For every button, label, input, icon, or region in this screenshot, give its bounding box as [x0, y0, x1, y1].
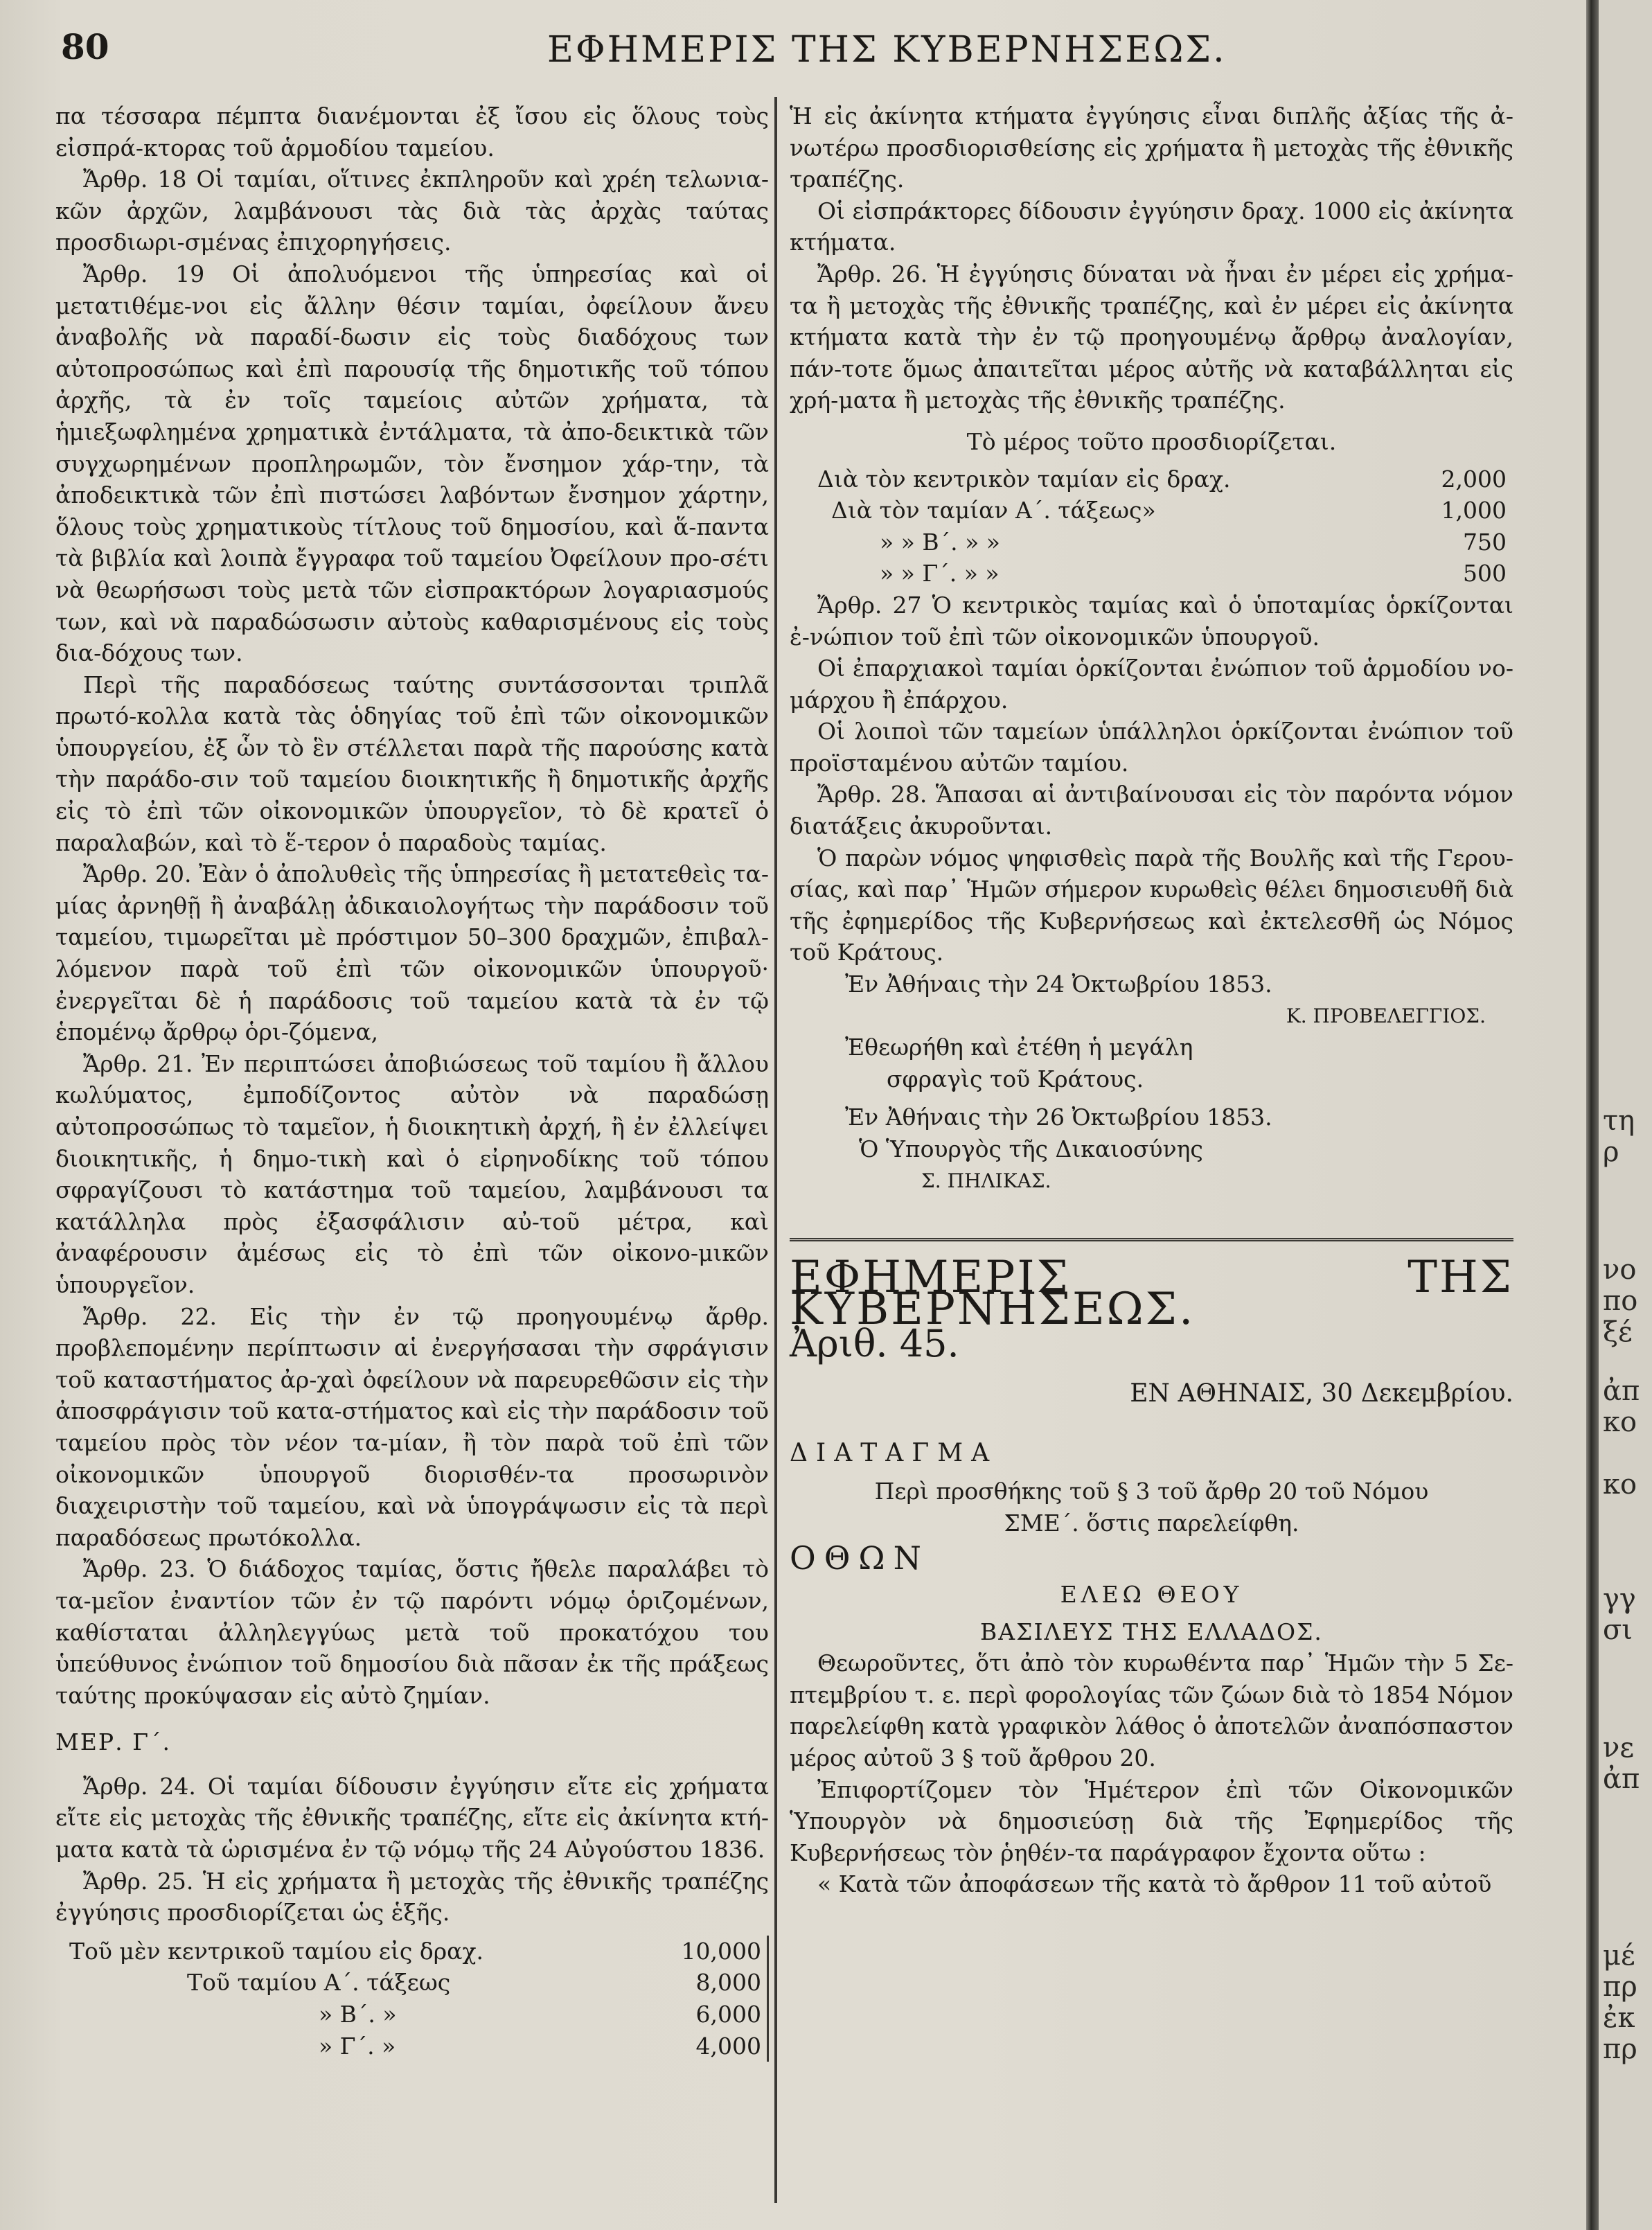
paragraph: « Κατὰ τῶν ἀποφάσεων τῆς κατὰ τὸ ἄρθρον 11 τοῦ αὐτοῦ — [817, 1870, 1492, 1898]
section-heading: ΜΕΡ. Γ΄. — [55, 1728, 171, 1756]
paragraph: Οἱ εἰσπράκτορες δίδουσιν ἐγγύησιν δραχ. 1000 εἰς ἀκίνητα κτήματα. — [790, 197, 1513, 256]
next-page-edge — [1599, 0, 1652, 2230]
deposit-value: 8,000 — [696, 1967, 769, 1999]
amount-label: Διὰ τὸν ταμίαν Α΄. τάξεως» — [831, 497, 1156, 524]
next-page-fragment: κο — [1603, 1406, 1637, 1438]
book-gutter — [1586, 0, 1599, 2230]
amount-value: 2,000 — [1441, 465, 1507, 493]
decree-heading: ΔΙΑΤΑΓΜΑ — [790, 1438, 998, 1467]
article-24: Ἄρθρ. 24. Οἱ ταμίαι δίδουσιν ἐγγύησιν εἴτε εἰς χρήματα εἴτε εἰς μετοχὰς τῆς ἐθνικῆς τραπέζης, εἴτε εἰς ἀκίνητα κτή-ματα κατὰ τὰ ὡρισμένα ἐν τῷ νόμῳ τῆς 24 Αὐγούστου 1836. — [55, 1772, 769, 1864]
signature: Σ. ΠΗΛΙΚΑΣ. — [921, 1169, 1051, 1192]
paragraph: Οἱ λοιποὶ τῶν ταμείων ὑπάλληλοι ὁρκίζονται ἐνώπιον τοῦ προϊσταμένου αὐτῶν ταμίου. — [790, 718, 1513, 777]
amount-row — [790, 526, 1513, 558]
next-page-fragment: πρ — [1603, 2033, 1637, 2065]
gazette-title: ΕΦΗΜΕΡΙΣ ΤΗΣ ΚΥΒΕΡΝΗΣΕΩΣ. — [790, 1252, 1513, 1335]
running-title: ΕΦΗΜΕΡΙΣ ΤΗΣ ΚΥΒΕΡΝΗΣΕΩΣ. — [547, 29, 1227, 71]
next-page-fragment: σι — [1603, 1614, 1633, 1646]
seal-note: Ἐθεωρήθη καὶ ἐτέθη ἡ μεγάλη — [845, 1034, 1193, 1061]
next-page-fragment: ρ — [1603, 1136, 1619, 1168]
issue-number: Ἀριθ. 45. — [790, 1322, 959, 1366]
left-column — [55, 100, 769, 2062]
next-page-fragment: κο — [1603, 1469, 1637, 1501]
amount-value: 500 — [1463, 560, 1507, 587]
article-25: Ἄρθρ. 25. Ἡ εἰς χρήματα ἢ μετοχὰς τῆς ἐθνικῆς τραπέζης ἐγγύησις προσδιορίζεται ὡς ἑξῆς. — [55, 1867, 769, 1927]
right-column — [790, 100, 1513, 1900]
section-rule — [790, 1238, 1513, 1241]
next-page-fragment: ἐκ — [1603, 2002, 1635, 2034]
deposit-label: Τοῦ ταμίου Α΄. τάξεως — [187, 1969, 451, 1997]
paragraph: πα τέσσαρα πέμπτα διανέμονται ἐξ ἴσου εἰς ὅλους τοὺς εἰσπρά-κτορας τοῦ ἁρμοδίου ταμείου. — [55, 103, 769, 161]
date-line: Ἐν Ἀθήναις τὴν 24 Ὀκτωβρίου 1853. — [845, 971, 1272, 998]
next-page-fragment: γγ — [1603, 1583, 1636, 1615]
deposit-label: Τοῦ μὲν κεντρικοῦ ταμίου εἰς δραχ. — [69, 1937, 483, 1965]
paragraph: Ἡ εἰς ἀκίνητα κτήματα ἐγγύησις εἶναι διπλῆς ἀξίας τῆς ἀ-νωτέρω προσδιορισθείσης εἰς χρήματα ἢ μετοχὰς τῆς ἐθνικῆς τραπέζης. — [790, 103, 1513, 193]
minister-title: Ὁ Ὑπουργὸς τῆς Δικαιοσύνης — [859, 1135, 1203, 1162]
deposit-row — [55, 2030, 769, 2062]
amount-value: 1,000 — [1441, 497, 1507, 524]
deposit-row — [55, 1999, 769, 2030]
next-page-fragment: νο — [1603, 1254, 1637, 1286]
column-divider — [774, 97, 777, 2203]
next-page-fragment: πρ — [1603, 1971, 1637, 2003]
paragraph: Οἱ ἐπαρχιακοὶ ταμίαι ὁρκίζονται ἐνώπιον τοῦ ἁρμοδίου νο-μάρχου ἢ ἐπάρχου. — [790, 655, 1513, 714]
decree-subject: ΣΜΕ΄. ὅστις παρελείφθη. — [1004, 1509, 1299, 1537]
article-27: Ἄρθρ. 27 Ὁ κεντρικὸς ταμίας καὶ ὁ ὑποταμίας ὁρκίζονται ἐ-νώπιον τοῦ ἐπὶ τῶν οἰκονομικῶν ὑπουργοῦ. — [790, 591, 1513, 651]
amount-label: » » Γ΄. » » — [880, 560, 1000, 587]
article-22: Ἄρθρ. 22. Εἰς τὴν ἐν τῷ προηγουμένῳ ἄρθρ. προβλεπομένην περίπτωσιν αἱ ἐνεργήσασαι τὴν σφράγισιν τοῦ καταστήματος ἀρ-χαὶ ὀφείλουν νὰ παρευρεθῶσιν εἰς τὴν ἀποσφράγισιν τοῦ κατα-στήματος καὶ εἰς τὴν παράδοσιν τοῦ ταμείου πρὸς τὸν νέον τα-μίαν, ἢ τὸν παρὰ τοῦ ἐπὶ τῶν οἰκονομικῶν ὑπουργοῦ διορισθέν-τα προσωρινὸν διαχειριστὴν τοῦ ταμείου, καὶ νὰ ὑπογράψωσιν εἰς τὰ περὶ παραδόσεως πρωτόκολλα. — [55, 1302, 769, 1551]
decree-subject: Περὶ προσθήκης τοῦ § 3 τοῦ ἄρθρ 20 τοῦ Νόμου — [874, 1478, 1429, 1505]
amount-row — [790, 495, 1513, 526]
next-page-fragment: ἀπ — [1603, 1763, 1640, 1795]
grace-line: ΕΛΕΩ ΘΕΟΥ — [1060, 1580, 1243, 1608]
deposit-row — [55, 1936, 769, 1967]
royal-title: ΒΑΣΙΛΕΥΣ ΤΗΣ ΕΛΛΑΔΟΣ. — [980, 1618, 1323, 1645]
next-page-fragment: νε — [1603, 1732, 1635, 1764]
article-21: Ἄρθρ. 21. Ἐν περιπτώσει ἀποβιώσεως τοῦ ταμίου ἢ ἄλλου κωλύματος, ἐμποδίζοντος αὐτὸν νὰ παραδώσῃ αὐτοπροσώπως τὸ ταμεῖον, ἡ διοικητικὴ ἀρχή, ἢ ἐν ἐλλείψει διοικητικῆς, ἡ δημο-τικὴ καὶ ὁ εἰρηνοδίκης τοῦ τόπου σφραγίζουσι τὸ κατάστημα τοῦ ταμείου, λαμβάνουσι τα κατάλληλα πρὸς ἐξασφάλισιν αὐ-τοῦ μέτρα, καὶ ἀναφέρουσιν ἀμέσως εἰς τὸ ἐπὶ τῶν οἰκονο-μικῶν ὑπουργεῖον. — [55, 1050, 769, 1298]
article-19: Ἄρθρ. 19 Οἱ ἀπολυόμενοι τῆς ὑπηρεσίας καὶ οἱ μετατιθέμε-νοι εἰς ἄλλην θέσιν ταμίαι, ὀφείλουν ἄνευ ἀναβολῆς νὰ παραδί-δωσιν εἰς τοὺς διαδόχους των αὐτοπροσώπως καὶ ἐπὶ παρουσίᾳ τῆς δημοτικῆς τοῦ τόπου ἀρχῆς, τὰ ἐν τοῖς ταμείοις αὐτῶν χρήματα, τὰ ἡμιεξωφλημένα χρηματικὰ ἐντάλματα, τὰ ἀπο-δεικτικὰ τῶν συγχωρημένων προπληρωμῶν, τὸν ἔνσημον χάρ-την, τὰ ἀποδεικτικὰ τῶν ἐπὶ πιστώσει λαβόντων ἔνσημον χάρτην, ὅλους τοὺς χρηματικοὺς τίτλους τοῦ δημοσίου, καὶ ἅ-παντα τὰ βιβλία καὶ λοιπὰ ἔγγραφα τοῦ ταμείου Ὀφείλουν προ-σέτι νὰ θεωρήσωσι τοὺς μετὰ τῶν εἰσπρακτόρων λογαριασμούς των, καὶ νὰ παραδώσωσιν αὐτοὺς καθαρισμένους εἰς τοὺς δια-δόχους των. — [55, 260, 769, 667]
date-line: Ἐν Ἀθήναις τὴν 26 Ὀκτωβρίου 1853. — [845, 1104, 1272, 1131]
deposit-value: 10,000 — [682, 1936, 769, 1967]
deposit-label: » Γ΄. » — [319, 2032, 396, 2060]
paragraph: Ὁ παρὼν νόμος ψηφισθεὶς παρὰ τῆς Βουλῆς καὶ τῆς Γερου-σίας, καὶ παρ᾽ Ἡμῶν σήμερον κυρωθεὶς θέλει δημοσιευθῆ διὰ τῆς ἐφημερίδος τῆς Κυβερνήσεως καὶ ἐκτελεσθῆ ὡς Νόμος τοῦ Κράτους. — [790, 844, 1513, 966]
paragraph: Περὶ τῆς παραδόσεως ταύτης συντάσσονται τριπλᾶ πρωτό-κολλα κατὰ τὰς ὁδηγίας τοῦ ἐπὶ τῶν οἰκονομικῶν ὑπουργείου, ἐξ ὧν τὸ ἓν στέλλεται παρὰ τῆς παρούσης κατὰ τὴν παράδο-σιν τοῦ ταμείου διοικητικῆς ἢ δημοτικῆς ἀρχῆς εἰς τὸ ἐπὶ τῶν οἰκονομικῶν ὑπουργεῖον, τὸ δὲ κρατεῖ ὁ παραλαβών, καὶ τὸ ἕ-τερον ὁ παραδοὺς ταμίας. — [55, 671, 769, 856]
next-page-fragment: μέ — [1603, 1940, 1635, 1972]
paragraph: Τὸ μέρος τοῦτο προσδιορίζεται. — [966, 427, 1337, 455]
amount-label: Διὰ τὸν κεντρικὸν ταμίαν εἰς δραχ. — [817, 465, 1231, 493]
amount-row — [790, 463, 1513, 495]
deposit-value: 4,000 — [696, 2030, 769, 2062]
seal-note: σφραγὶς τοῦ Κράτους. — [887, 1065, 1144, 1092]
page-header — [0, 26, 1586, 82]
page-number: 80 — [61, 26, 109, 67]
next-page-fragment: πο — [1603, 1285, 1638, 1317]
paragraph: Θεωροῦντες, ὅτι ἀπὸ τὸν κυρωθέντα παρ᾽ Ἡμῶν τὴν 5 Σε-πτεμβρίου τ. ε. περὶ φορολογίας τῶν ζώων διὰ τὸ 1854 Νόμον παρελείφθη κατὰ γραφικὸν λάθος ὁ ἀποτελῶν ἀναπόσπαστον μέρος αὐτοῦ 3 § τοῦ ἄρθρου 20. — [790, 1649, 1513, 1771]
next-page-fragment: τη — [1603, 1105, 1635, 1137]
deposit-value: 6,000 — [696, 1999, 769, 2030]
article-18: Ἄρθρ. 18 Οἱ ταμίαι, οἵτινες ἐκπληροῦν καὶ χρέη τελωνια-κῶν ἀρχῶν, λαμβάνουσι τὰς διὰ τὰς ἀρχὰς ταύτας προσδιωρι-σμένας ἐπιχορηγήσεις. — [55, 166, 769, 256]
dateline: ΕΝ ΑΘΗΝΑΙΣ, 30 Δεκεμβρίου. — [1130, 1379, 1513, 1408]
article-26: Ἄρθρ. 26. Ἡ ἐγγύησις δύναται νὰ ἦναι ἐν μέρει εἰς χρήμα-τα ἢ μετοχὰς τῆς ἐθνικῆς τραπέζης, καὶ ἐν μέρει εἰς ἀκίνητα κτήματα κατὰ τὴν ἐν τῷ προηγουμένῳ ἄρθρῳ ἀναλογίαν, πάν-τοτε ὅμως ἀπαιτεῖται μέρος αὐτῆς νὰ καταβάλληται εἰς χρή-ματα ἢ μετοχὰς τῆς ἐθνικῆς τραπέζης. — [790, 260, 1513, 414]
paragraph: Ἐπιφορτίζομεν τὸν Ἡμέτερον ἐπὶ τῶν Οἰκονομικῶν Ὑπουργὸν νὰ δημοσιεύσῃ διὰ τῆς Ἐφημερίδος τῆς Κυβερνήσεως τὸν ῥηθέν-τα παράγραφον ἔχοντα οὕτω : — [790, 1776, 1513, 1866]
article-20: Ἄρθρ. 20. Ἐὰν ὁ ἀπολυθεὶς τῆς ὑπηρεσίας ἢ μετατεθεὶς τα-μίας ἀρνηθῇ ἢ ἀναβάλῃ ἀδικαιολογήτως τὴν παράδοσιν τοῦ ταμείου, τιμωρεῖται μὲ πρόστιμον 50–300 δραχμῶν, ἐπιβαλ-λόμενον παρὰ τοῦ ἐπὶ τῶν οἰκονομικῶν ὑπουργοῦ· ἐνεργεῖται δὲ ἡ παράδοσις τοῦ ταμείου κατὰ τὰ ἐν τῷ ἑπομένῳ ἄρθρῳ ὁρι-ζόμενα, — [55, 860, 769, 1046]
next-page-fragment: ξέ — [1603, 1316, 1633, 1348]
amount-value: 750 — [1463, 528, 1507, 556]
next-page-fragment: ἀπ — [1603, 1375, 1640, 1407]
king-name: ΟΘΩΝ — [790, 1539, 930, 1577]
amount-row — [790, 558, 1513, 590]
deposit-label: » Β΄. » — [319, 2001, 397, 2028]
amount-label: » » Β΄. » » — [880, 528, 1000, 556]
article-23: Ἄρθρ. 23. Ὁ διάδοχος ταμίας, ὅστις ἤθελε παραλάβει τὸ τα-μεῖον ἐναντίον τῶν ἐν τῷ παρόντι νόμῳ ὁριζομένων, καθίσταται ἀλληλεγγύως μετὰ τοῦ προκατόχου του ὑπεύθυνος ἐνώπιον τοῦ δημοσίου διὰ πᾶσαν ἐκ τῆς πράξεως ταύτης προκύψασαν εἰς αὐτὸ ζημίαν. — [55, 1555, 769, 1709]
article-28: Ἄρθρ. 28. Ἅπασαι αἱ ἀντιβαίνουσαι εἰς τὸν παρόντα νόμον διατάξεις ἀκυροῦνται. — [790, 781, 1513, 840]
deposit-row — [55, 1967, 769, 1999]
signature: Κ. ΠΡΟΒΕΛΕΓΓΙΟΣ. — [1286, 1004, 1486, 1027]
